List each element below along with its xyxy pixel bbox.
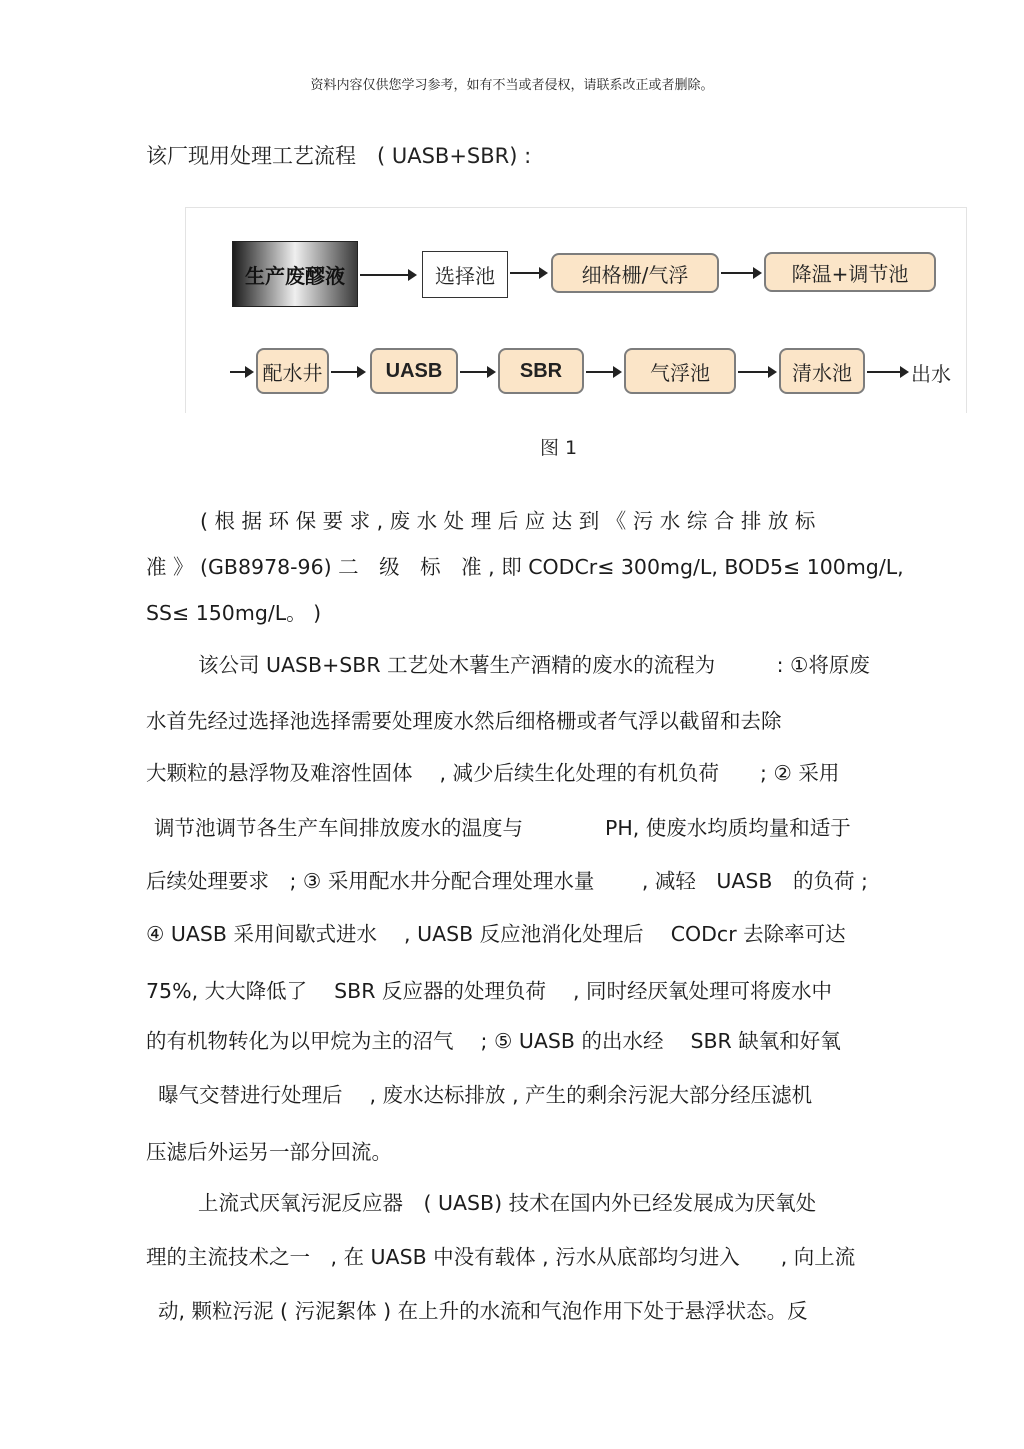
paragraph-line: 该公司 UASB+SBR 工艺处木薯生产酒精的废水的流程为 : ①将原废 <box>198 653 870 677</box>
header-note: 资料内容仅供您学习参考，如有不当或者侵权，请联系改正或者删除。 <box>310 78 714 93</box>
flow-arrow <box>460 371 494 373</box>
paragraph-line: 准 》 (GB8978-96) 二 级 标 准 , 即 CODCr≤ 300mg/L, BOD5≤ 100mg/L, <box>146 555 904 579</box>
paragraph-line: 曝气交替进行处理后 , 废水达标排放 , 产生的剩余污泥大部分经压滤机 <box>158 1083 813 1107</box>
flow-box-distribution-well: 配水井 <box>256 348 329 394</box>
flow-arrow <box>721 272 760 274</box>
figure-caption: 图 1 <box>540 437 578 459</box>
flow-arrow <box>360 274 415 276</box>
flow-box-selection-tank: 选择池 <box>422 251 508 298</box>
flow-box-flotation-tank: 气浮池 <box>624 348 736 394</box>
paragraph-line: 大颗粒的悬浮物及难溶性固体 , 减少后续生化处理的有机负荷 ; ② 采用 <box>146 761 840 785</box>
flow-box-source: 生产废醪液 <box>232 241 358 307</box>
flow-arrow <box>331 371 364 373</box>
paragraph-line: 压滤后外运另一部分回流。 <box>146 1140 392 1164</box>
flow-arrow <box>738 371 775 373</box>
flow-box-cooling-regulating: 降温+调节池 <box>764 252 936 292</box>
flow-arrow <box>586 371 620 373</box>
paragraph-line: 75%, 大大降低了 SBR 反应器的处理负荷 , 同时经厌氧处理可将废水中 <box>146 979 832 1003</box>
paragraph-line: ( 根 据 环 保 要 求 , 废 水 处 理 后 应 达 到 《 污 水 综 合 排 放 标 <box>200 509 816 533</box>
flow-box-uasb: UASB <box>370 348 458 394</box>
paragraph-line: 调节池调节各生产车间排放废水的温度与 PH, 使废水均质均量和适于 <box>154 816 851 840</box>
paragraph-line: 理的主流技术之一 , 在 UASB 中没有载体 , 污水从底部均匀进入 , 向上流 <box>146 1245 856 1269</box>
paragraph-line: SS≤ 150mg/L。 ) <box>146 601 322 625</box>
flow-arrow <box>510 272 546 274</box>
intro-heading: 该厂现用处理工艺流程 ( UASB+SBR) : <box>146 144 532 168</box>
flow-box-clear-water-tank: 清水池 <box>779 348 865 394</box>
paragraph-line: ④ UASB 采用间歇式进水 , UASB 反应池消化处理后 CODcr 去除率可达 <box>146 922 846 946</box>
flow-box-sbr: SBR <box>498 348 584 394</box>
flow-outlet-label: 出水 <box>911 362 951 386</box>
paragraph-line: 上流式厌氧污泥反应器 ( UASB) 技术在国内外已经发展成为厌氧处 <box>198 1191 817 1215</box>
process-flow-diagram <box>185 207 967 413</box>
paragraph-line: 后续处理要求 ; ③ 采用配水井分配合理处理水量 , 减轻 UASB 的负荷 ; <box>146 869 868 893</box>
flow-arrow <box>230 371 252 373</box>
paragraph-line: 的有机物转化为以甲烷为主的沼气 ; ⑤ UASB 的出水经 SBR 缺氧和好氧 <box>146 1029 841 1053</box>
flow-arrow <box>867 371 907 373</box>
paragraph-line: 动, 颗粒污泥 ( 污泥絮体 ) 在上升的水流和气泡作用下处于悬浮状态。反 <box>158 1299 808 1323</box>
flow-box-screen-flotation: 细格栅/气浮 <box>551 253 719 293</box>
paragraph-line: 水首先经过选择池选择需要处理废水然后细格栅或者气浮以截留和去除 <box>146 709 782 733</box>
